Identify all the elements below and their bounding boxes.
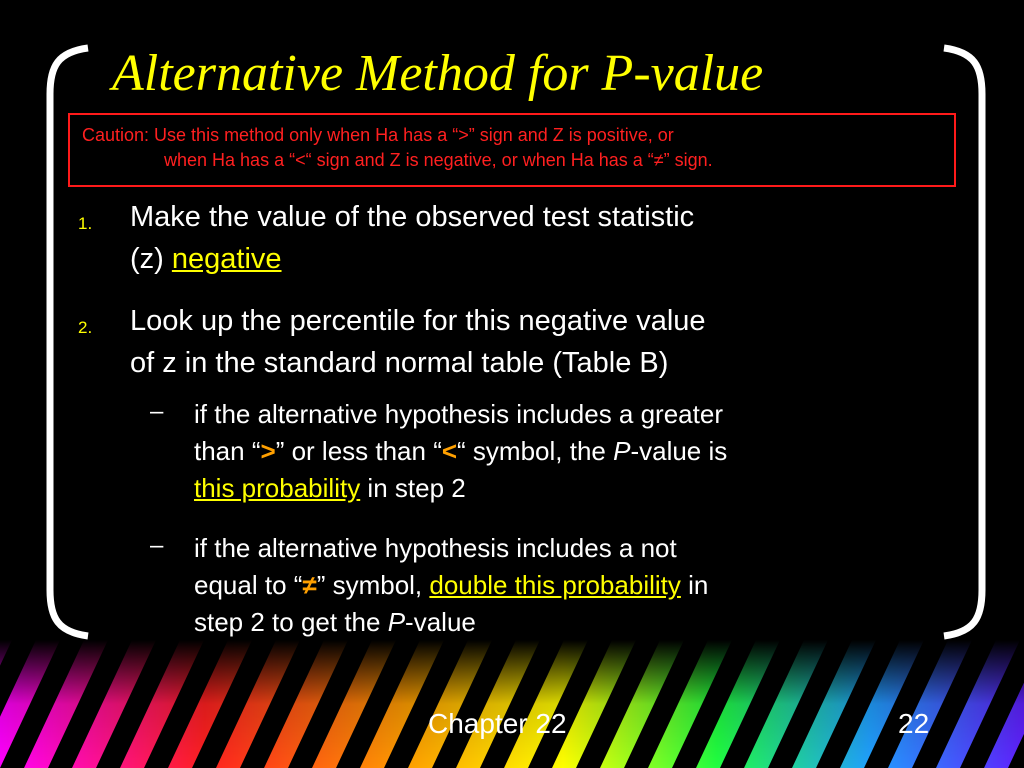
sub-item-2 (194, 530, 964, 641)
item-1-text-b: (z) (130, 243, 172, 275)
list-item-2 (130, 300, 930, 384)
subitem-2-text-a: equal to “ (194, 570, 303, 600)
p-italic-2: P (387, 607, 406, 637)
footer-chapter: Chapter 22 (428, 708, 567, 739)
not-equal-symbol: ≠ (302, 570, 317, 600)
subitem-1-text-d: -value is (630, 436, 728, 466)
subitem-1-line-1: if the alternative hypothesis includes a greater (194, 399, 723, 429)
subitem-2-line-1: if the alternative hypothesis includes a not (194, 533, 677, 563)
item-2-number: 2. (78, 318, 93, 337)
p-italic: P (613, 436, 631, 466)
caution-line-1: Caution: Use this method only when Ha has a “>” sign and Z is positive, or (82, 125, 674, 145)
subitem-2-text-c: in (680, 570, 709, 600)
subitem-2-text-b: ” symbol, (316, 570, 430, 600)
caution-box (68, 113, 956, 187)
list-item-1 (130, 196, 930, 280)
subitem-1-line-2 (194, 433, 964, 470)
item-1-line-1: Make the value of the observed test statistic (130, 201, 695, 233)
rainbow-stripes-decoration (0, 640, 1024, 768)
subitem-2-dash: – (150, 532, 164, 559)
subitem-1-text-c: “ symbol, the (457, 436, 614, 466)
sub-item-1 (194, 396, 964, 507)
greater-than-symbol: > (260, 436, 276, 466)
subitem-2-line-3 (194, 604, 964, 641)
less-than-symbol: < (441, 436, 458, 466)
negative-link[interactable]: negative (171, 243, 282, 275)
subitem-2-line-2 (194, 567, 964, 604)
subitem-1-text-b: ” or less than “ (275, 436, 442, 466)
footer-page-number: 22 (898, 708, 930, 739)
double-this-probability-link[interactable]: double this probability (429, 570, 681, 600)
item-1-line-2 (130, 238, 930, 280)
item-1-number: 1. (78, 214, 93, 233)
subitem-2-text-e: -value (405, 607, 476, 637)
subitem-1-line-3 (194, 470, 964, 507)
this-probability-link[interactable]: this probability (194, 473, 361, 503)
subitem-1-text-a: than “ (194, 436, 261, 466)
subitem-1-text-e: in step 2 (360, 473, 466, 503)
caution-line-2: when Ha has a “<“ sign and Z is negative, or when Ha has a “≠” sign. (164, 150, 713, 170)
subitem-2-text-d: step 2 to get the (194, 607, 388, 637)
item-2-line-1: Look up the percentile for this negative value (130, 305, 706, 337)
item-2-line-2: of z in the standard normal table (Table B) (130, 347, 669, 379)
subitem-1-dash: – (150, 398, 164, 425)
slide-title: Alternative Method for P-value (112, 45, 764, 102)
